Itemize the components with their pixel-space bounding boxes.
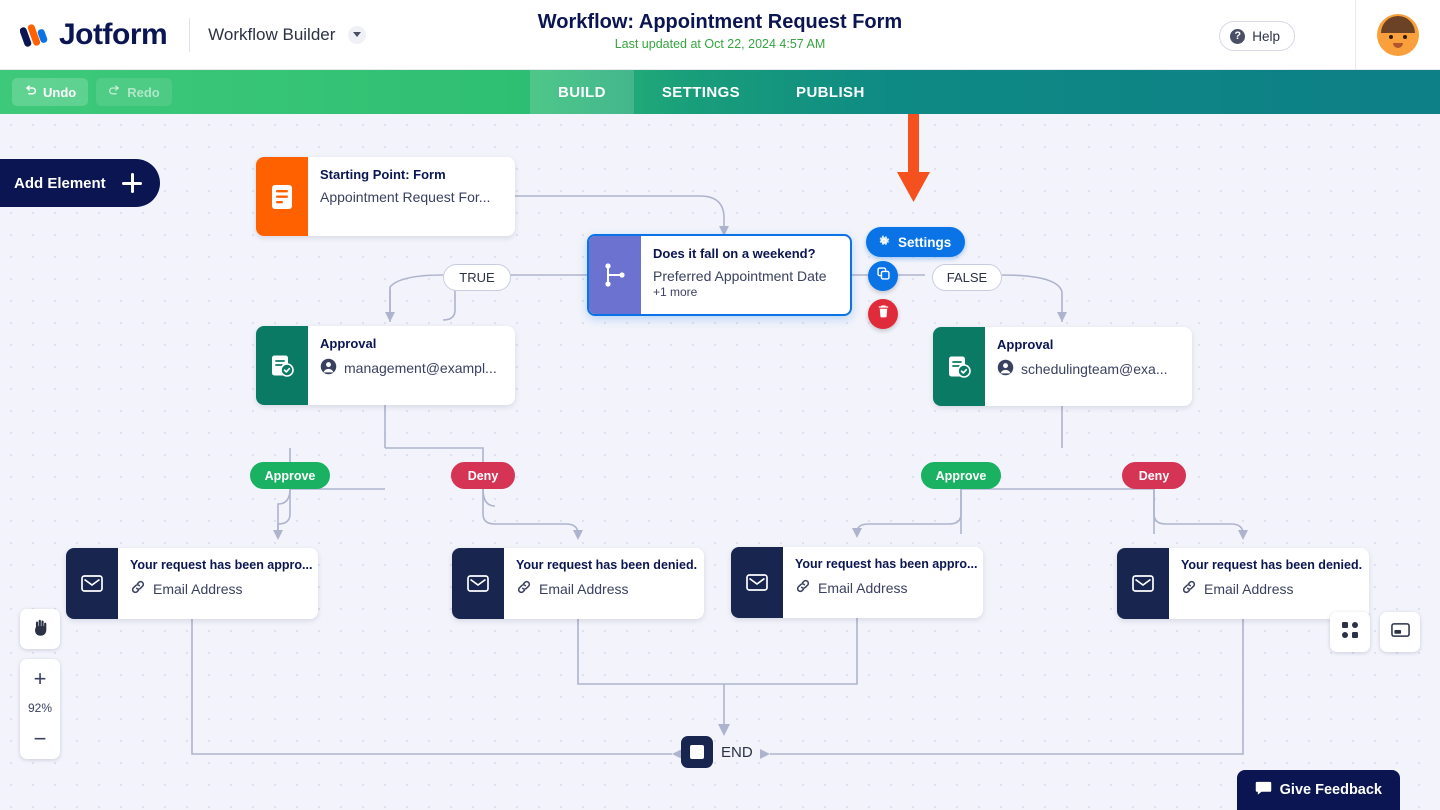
tab-publish[interactable]: PUBLISH [796,83,865,101]
give-feedback-label: Give Feedback [1279,782,1382,798]
node-body [504,548,704,619]
edge-label-false: FALSE [932,264,1002,291]
zoom-level-value: 92% [27,701,53,715]
node-approval-left[interactable] [256,326,515,405]
minimap-icon [1391,622,1410,643]
email-icon [66,548,118,619]
node-subtitle: Appointment Request For... [320,189,491,205]
builder-tabs [530,70,893,114]
help-button[interactable] [1219,21,1295,51]
chevron-down-icon[interactable] [348,26,366,44]
link-icon [795,578,811,597]
node-title: Your request has been denied. [1181,558,1363,572]
grid-layout-icon [1341,621,1359,644]
node-approval-right[interactable] [933,327,1192,406]
avatar-hair [1381,16,1415,33]
node-body [308,326,509,405]
workflow-canvas[interactable] [0,114,1440,810]
redo-arrow-icon [108,84,121,100]
tab-build[interactable]: BUILD [530,70,634,114]
node-body [1169,548,1369,619]
node-settings-label: Settings [898,234,952,250]
node-subtitle-row [320,358,497,378]
node-settings-button[interactable] [866,227,965,257]
undo-arrow-icon [24,84,37,100]
edge-label-approve-right: Approve [921,462,1001,489]
node-title: Your request has been appro... [795,557,978,571]
end-icon [681,736,713,768]
node-subtitle-row [1181,579,1362,598]
product-name: Workflow Builder [208,24,336,44]
last-updated-text: Last updated at Oct 22, 2024 4:57 AM [614,37,826,51]
node-subtitle: Email Address [539,580,629,597]
page-title: Workflow: Appointment Request Form [537,11,903,33]
link-icon [130,579,146,598]
node-title: Does it fall on a weekend? [653,246,816,261]
node-condition[interactable] [587,234,852,316]
undo-button[interactable] [12,78,88,106]
node-subtitle-row [516,579,697,598]
avatar-eye-right [1403,35,1407,39]
edge-label-approve-left: Approve [250,462,330,489]
node-email-approved-right[interactable] [731,547,983,618]
node-subtitle: management@exampl... [344,360,497,376]
avatar-mouth [1393,43,1403,48]
end-label: END [721,743,753,761]
help-button-label: Help [1252,28,1280,44]
product-switcher[interactable] [208,25,366,45]
jotform-logo-icon [20,20,50,50]
undo-label: Undo [43,84,77,100]
give-feedback-button[interactable] [1237,770,1400,810]
node-body [783,547,983,618]
node-title: Your request has been appro... [130,558,313,572]
node-title: Approval [997,337,1054,352]
redo-button[interactable] [96,78,172,106]
node-body [985,327,1180,406]
plus-icon [122,173,142,193]
gear-icon [877,234,891,251]
jotform-wordmark: Jotform [59,17,168,51]
builder-toolbar [0,70,1440,114]
node-subtitle: Email Address [818,579,908,596]
node-body [118,548,318,619]
email-icon [731,547,783,618]
node-title: Approval [320,336,377,351]
avatar[interactable] [1377,14,1419,56]
link-icon [516,579,532,598]
approval-check-icon [933,327,985,406]
edge-label-deny-right: Deny [1122,462,1186,489]
header-divider [189,18,190,52]
node-subtitle: Email Address [1204,580,1294,597]
redo-label: Redo [127,84,160,100]
node-subtitle-row [997,359,1168,379]
zoom-out-button[interactable]: − [33,726,47,751]
node-title: Starting Point: Form [320,167,446,182]
add-element-label: Add Element [14,174,106,192]
avatar-container[interactable] [1355,0,1440,70]
minimap-button[interactable] [1380,612,1420,652]
zoom-controls [20,659,60,759]
jotform-logo[interactable] [20,18,167,52]
node-body [641,236,839,314]
node-title: Your request has been denied. [516,558,698,572]
end-inner-square [690,745,704,759]
hand-pan-icon [31,617,50,642]
node-subtitle-row [130,579,312,598]
node-email-denied-right[interactable] [1117,548,1369,619]
node-starting-point[interactable] [256,157,515,236]
form-document-icon [256,157,308,236]
pointer-arrow-icon [895,114,933,209]
copy-icon [876,266,891,286]
add-element-button[interactable] [0,159,160,207]
edge-label-true: TRUE [443,264,511,291]
node-body [308,157,502,236]
undo-redo-group [12,78,172,106]
node-email-denied-left[interactable] [452,548,704,619]
tab-settings[interactable]: SETTINGS [661,83,741,101]
email-icon [1117,548,1169,619]
zoom-in-button[interactable]: + [33,666,47,691]
node-end[interactable] [681,736,753,768]
person-icon [997,359,1014,379]
person-icon [320,358,337,378]
node-subtitle-row [795,578,977,597]
workflow-edges [0,114,1440,810]
node-copy-button[interactable] [868,261,898,291]
node-delete-button[interactable] [868,299,898,329]
node-subtitle: schedulingteam@exa... [1021,361,1168,377]
node-subtitle: Preferred Appointment Date [653,268,827,284]
avatar-eye-left [1389,35,1393,39]
email-icon [452,548,504,619]
auto-layout-button[interactable] [1330,612,1370,652]
branch-condition-icon [589,236,641,314]
edge-label-deny-left: Deny [451,462,515,489]
approval-check-icon [256,326,308,405]
app-header [0,0,1440,70]
link-icon [1181,579,1197,598]
node-email-approved-left[interactable] [66,548,318,619]
node-subtitle: Email Address [153,580,243,597]
question-mark-icon: ? [1230,29,1245,44]
node-more-count: +1 more [653,285,698,299]
trash-icon [876,304,891,324]
feedback-icon [1255,780,1272,800]
pan-tool-button[interactable] [20,609,60,649]
